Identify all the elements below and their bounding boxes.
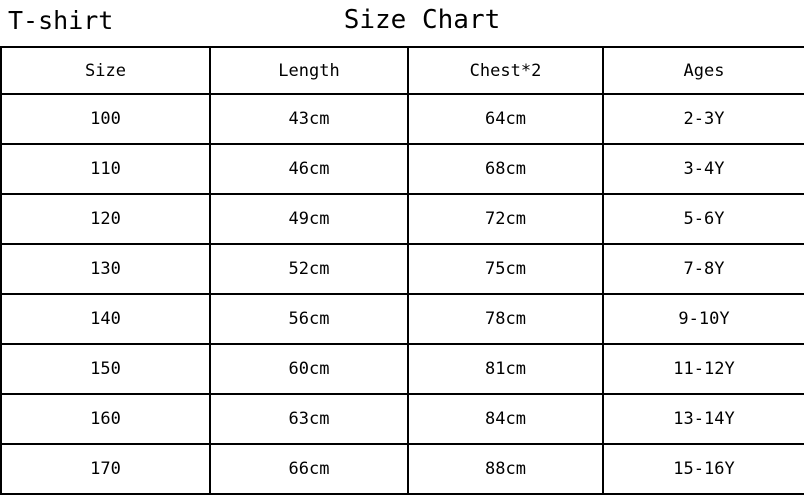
table-row <box>1 244 804 294</box>
cell-size: 100 <box>1 94 210 144</box>
cell-chest: 75cm <box>408 244 603 294</box>
table-row <box>1 344 804 394</box>
cell-chest: 72cm <box>408 194 603 244</box>
cell-chest: 81cm <box>408 344 603 394</box>
column-header-size: Size <box>1 47 210 94</box>
table-row <box>1 394 804 444</box>
cell-size: 150 <box>1 344 210 394</box>
cell-length: 63cm <box>210 394 408 444</box>
cell-length: 49cm <box>210 194 408 244</box>
column-header-ages: Ages <box>603 47 804 94</box>
cell-ages: 9-10Y <box>603 294 804 344</box>
cell-chest: 78cm <box>408 294 603 344</box>
cell-ages: 15-16Y <box>603 444 804 494</box>
table-row <box>1 144 804 194</box>
cell-chest: 68cm <box>408 144 603 194</box>
cell-length: 52cm <box>210 244 408 294</box>
cell-size: 140 <box>1 294 210 344</box>
table-row <box>1 444 804 494</box>
cell-length: 56cm <box>210 294 408 344</box>
cell-length: 43cm <box>210 94 408 144</box>
cell-length: 66cm <box>210 444 408 494</box>
cell-ages: 3-4Y <box>603 144 804 194</box>
chart-header <box>0 0 804 46</box>
cell-size: 120 <box>1 194 210 244</box>
cell-ages: 2-3Y <box>603 94 804 144</box>
cell-ages: 11-12Y <box>603 344 804 394</box>
column-header-chest: Chest*2 <box>408 47 603 94</box>
cell-chest: 84cm <box>408 394 603 444</box>
cell-size: 110 <box>1 144 210 194</box>
cell-size: 130 <box>1 244 210 294</box>
cell-size: 160 <box>1 394 210 444</box>
cell-size: 170 <box>1 444 210 494</box>
table-header <box>1 47 804 94</box>
table-row <box>1 94 804 144</box>
cell-length: 60cm <box>210 344 408 394</box>
product-title: T-shirt <box>8 6 114 35</box>
size-chart-table <box>0 46 804 495</box>
column-header-length: Length <box>210 47 408 94</box>
cell-ages: 7-8Y <box>603 244 804 294</box>
page-title: Size Chart <box>343 5 501 35</box>
table-header-row <box>1 47 804 94</box>
cell-length: 46cm <box>210 144 408 194</box>
cell-ages: 13-14Y <box>603 394 804 444</box>
table-row <box>1 294 804 344</box>
cell-chest: 88cm <box>408 444 603 494</box>
table-body <box>1 94 804 494</box>
table-row <box>1 194 804 244</box>
cell-ages: 5-6Y <box>603 194 804 244</box>
cell-chest: 64cm <box>408 94 603 144</box>
